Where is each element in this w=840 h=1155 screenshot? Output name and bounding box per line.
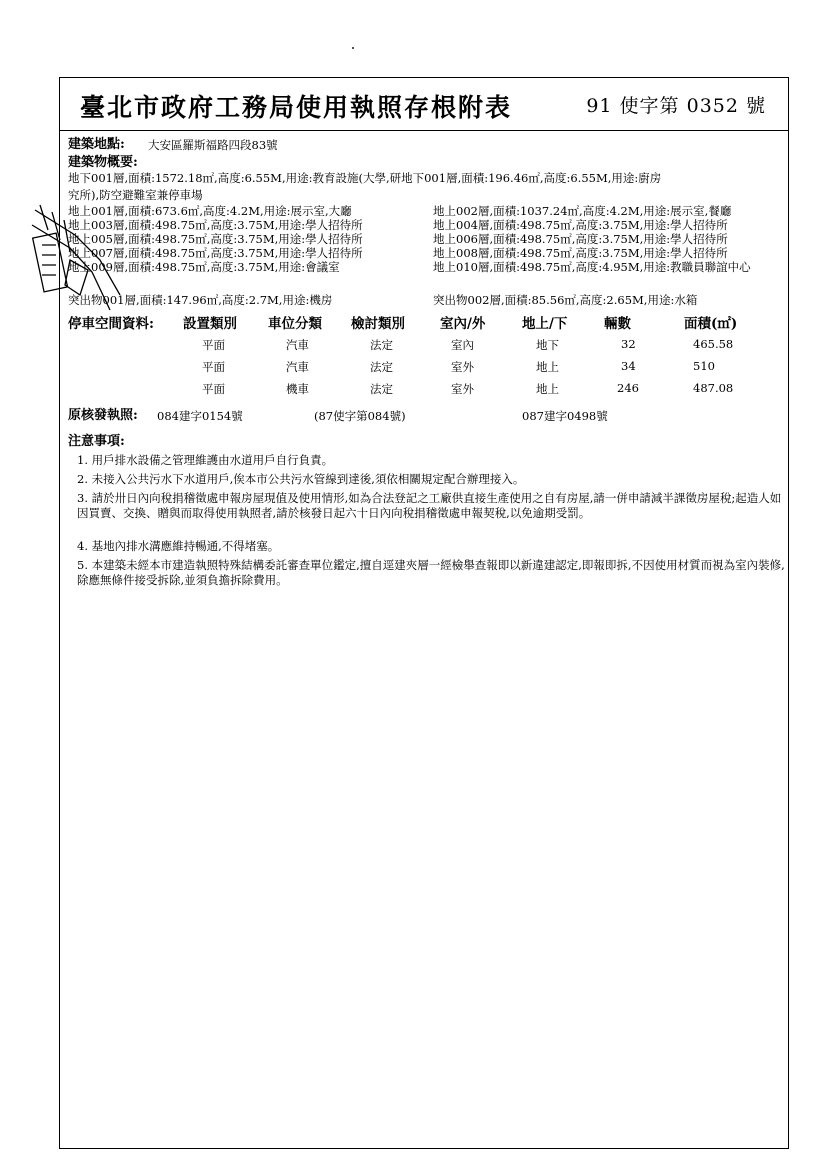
site-label: 建築地點: — [68, 137, 125, 152]
original-permit-value: (87使字第084號) — [314, 409, 406, 423]
parking-cell: 室外 — [451, 360, 474, 374]
parking-cell: 487.08 — [693, 381, 734, 395]
parking-header: 室內/外 — [440, 316, 486, 332]
parking-cell: 室外 — [451, 382, 474, 396]
scan-speck — [352, 47, 354, 49]
parking-cell: 地下 — [536, 338, 559, 352]
summary-line: 究所),防空避難室兼停車場 — [68, 188, 203, 202]
protrusion-entry: 突出物001層,面積:147.96㎡,高度:2.7M,用途:機房 — [68, 293, 333, 307]
parking-cell: 汽車 — [286, 338, 309, 352]
parking-header: 地上/下 — [522, 316, 568, 332]
site-value: 大安區羅斯福路四段83號 — [148, 138, 278, 152]
title-row — [60, 78, 788, 131]
notes-label: 注意事項: — [68, 434, 125, 449]
original-permit-value: 084建字0154號 — [157, 409, 243, 423]
parking-header: 檢討類別 — [351, 316, 405, 332]
parking-cell: 平面 — [202, 382, 225, 396]
parking-cell: 汽車 — [286, 360, 309, 374]
parking-cell: 地上 — [536, 360, 559, 374]
floor-entry: 地上004層,面積:498.75㎡,高度:3.75M,用途:學人招待所 — [433, 218, 728, 232]
floor-entry: 地上007層,面積:498.75㎡,高度:3.75M,用途:學人招待所 — [68, 246, 363, 260]
floor-entry: 地上002層,面積:1037.24㎡,高度:4.2M,用途:展示室,餐廳 — [433, 204, 732, 218]
parking-cell: 室內 — [451, 338, 474, 352]
parking-header: 車位分類 — [268, 316, 322, 332]
parking-label: 停車空間資料: — [68, 316, 154, 332]
parking-cell: 510 — [693, 359, 715, 373]
parking-header: 輛數 — [604, 316, 631, 332]
note-item: 3. 請於卅日內向稅捐稽徵處申報房屋現值及使用情形,如為合法登記之工廠供直接生產使用之自有房屋,請一併申請減半課徵房屋稅;起造人如因買賣、交換、贈與而取得使用執照者,請於核發日起六十日內向稅捐稽徵處申報契稅,以免逾期受罰。 — [77, 491, 782, 520]
summary-line: 地下001層,面積:1572.18㎡,高度:6.55M,用途:教育設施(大學,研地下001層,面積:196.46㎡,高度:6.55M,用途:廚房 — [68, 171, 662, 185]
permit-number: 91 使字第 0352 號 — [586, 95, 766, 117]
parking-cell: 246 — [617, 381, 639, 395]
note-item: 4. 基地內排水溝應維持暢通,不得堵塞。 — [77, 539, 280, 553]
floor-entry: 地上005層,面積:498.75㎡,高度:3.75M,用途:學人招待所 — [68, 232, 363, 246]
floor-entry: 地上006層,面積:498.75㎡,高度:3.75M,用途:學人招待所 — [433, 232, 728, 246]
parking-header: 面積(㎡) — [684, 316, 738, 332]
permit-appendix-form — [59, 77, 789, 1149]
protrusion-entry: 突出物002層,面積:85.56㎡,高度:2.65M,用途:水箱 — [433, 293, 698, 307]
parking-cell: 平面 — [202, 360, 225, 374]
original-permit-value: 087建字0498號 — [522, 409, 608, 423]
parking-cell: 465.58 — [693, 337, 734, 351]
seal-stamp — [30, 200, 125, 320]
parking-cell: 法定 — [370, 382, 393, 396]
parking-header: 設置類別 — [183, 316, 237, 332]
floor-entry: 地上010層,面積:498.75㎡,高度:4.95M,用途:教職員聯誼中心 — [433, 260, 751, 274]
parking-cell: 法定 — [370, 360, 393, 374]
parking-cell: 平面 — [202, 338, 225, 352]
floor-entry: 地上008層,面積:498.75㎡,高度:3.75M,用途:學人招待所 — [433, 246, 728, 260]
parking-cell: 機車 — [286, 382, 309, 396]
parking-cell: 地上 — [536, 382, 559, 396]
summary-label: 建築物概要: — [68, 155, 138, 170]
note-item: 2. 未接入公共污水下水道用戶,俟本市公共污水管線到達後,須依相關規定配合辦理接入。 — [77, 472, 525, 486]
parking-cell: 32 — [621, 337, 636, 351]
floor-entry: 地上009層,面積:498.75㎡,高度:3.75M,用途:會議室 — [68, 260, 340, 274]
note-item: 1. 用戶排水設備之管理維護由水道用戶自行負責。 — [77, 453, 334, 467]
note-item: 5. 本建築未經本市建造執照特殊結構委託審查單位鑑定,擅自逕建夾層一經檢舉查報即以新違建認定,即報即拆,不因使用材質而視為室內裝修,除應無條件接受拆除,並須負擔拆除費用。 — [77, 558, 785, 587]
parking-cell: 34 — [621, 359, 636, 373]
floor-entry: 地上003層,面積:498.75㎡,高度:3.75M,用途:學人招待所 — [68, 218, 363, 232]
form-title: 臺北市政府工務局使用執照存根附表 — [80, 93, 513, 122]
floor-entry: 地上001層,面積:673.6㎡,高度:4.2M,用途:展示室,大廳 — [68, 204, 352, 218]
original-permit-label: 原核發執照: — [68, 408, 138, 423]
parking-cell: 法定 — [370, 338, 393, 352]
